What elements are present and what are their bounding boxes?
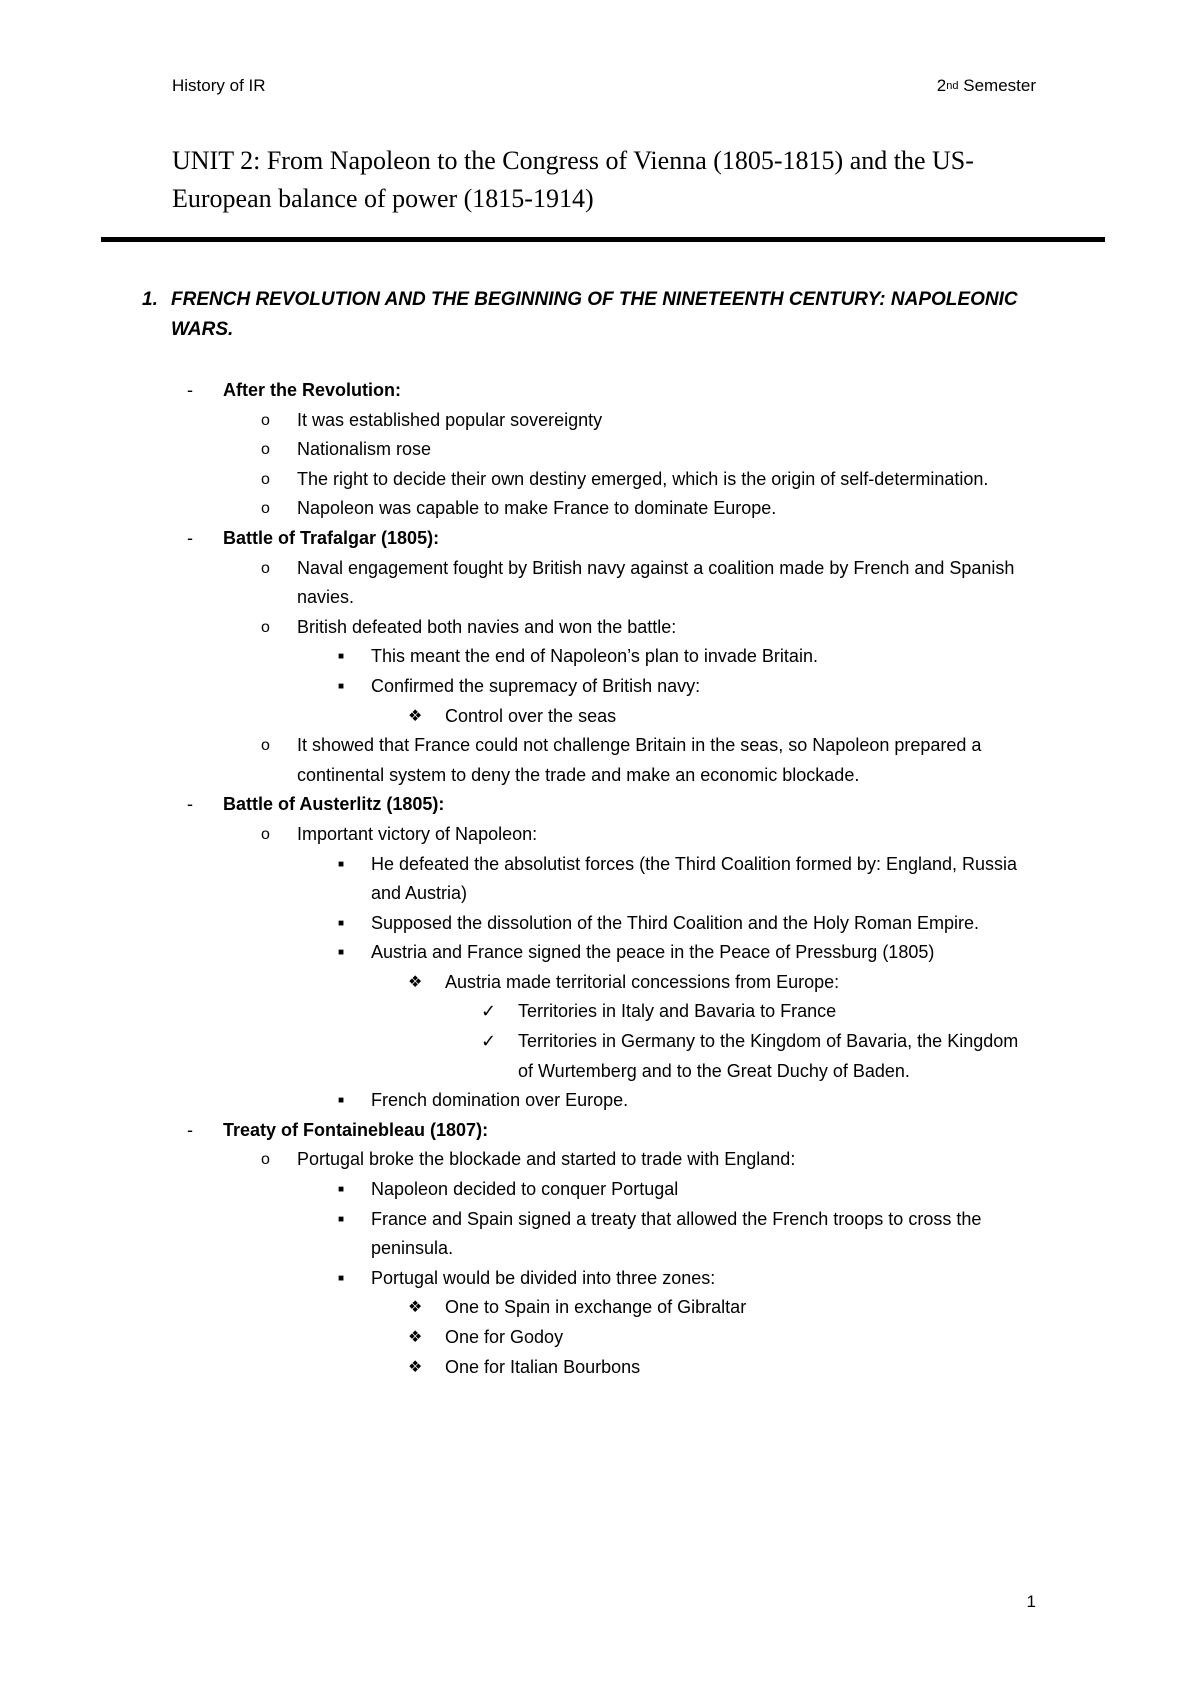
outline-item-level-1 xyxy=(0,376,1200,406)
bullet-marker: o xyxy=(261,470,270,488)
bullet-marker: ❖ xyxy=(408,973,423,991)
outline-item-level-1 xyxy=(0,524,1200,554)
outline-item-text: British defeated both navies and won the battle: xyxy=(297,616,677,637)
running-header xyxy=(172,74,1036,98)
bullet-marker: ✓ xyxy=(481,1001,497,1022)
bullet-marker: ■ xyxy=(338,917,345,929)
outline-item-level-4 xyxy=(0,702,1200,732)
outline-item-text: It showed that France could not challenge Britain in the seas, so Napoleon prepared a continental system to deny the trade and make an economic blockade. xyxy=(297,735,982,785)
bullet-marker: o xyxy=(261,441,270,459)
outline-item-text: One for Godoy xyxy=(445,1327,564,1347)
bullet-marker: o xyxy=(261,559,270,577)
bullet-marker: - xyxy=(187,380,193,400)
bullet-marker: ■ xyxy=(338,1272,345,1284)
outline-item-level-3 xyxy=(0,1086,1200,1116)
bullet-marker: o xyxy=(261,825,270,843)
outline-item-text: It was established popular sovereignty xyxy=(297,409,603,430)
semester-label: Semester xyxy=(958,76,1036,95)
page-number: 1 xyxy=(1026,1592,1036,1611)
outline-item-text: Control over the seas xyxy=(445,705,617,726)
outline-item-text: France and Spain signed a treaty that allowed the French troops to cross the peninsula. xyxy=(371,1208,982,1259)
bullet-marker: ❖ xyxy=(408,1358,423,1376)
bullet-marker: o xyxy=(261,411,270,429)
bullet-marker: ■ xyxy=(338,1213,345,1225)
section-title: FRENCH REVOLUTION AND THE BEGINNING OF THE NINETEENTH CENTURY: NAPOLEONIC WARS. xyxy=(171,289,1018,340)
outline-item-text: French domination over Europe. xyxy=(371,1090,629,1111)
title-divider xyxy=(101,237,1105,242)
outline-item-text: Confirmed the supremacy of British navy: xyxy=(371,675,701,696)
outline-item-text: This meant the end of Napoleon’s plan to invade Britain. xyxy=(371,646,818,667)
bullet-marker: - xyxy=(187,527,193,548)
bullet-marker: ❖ xyxy=(408,1329,423,1346)
outline-item-level-2 xyxy=(0,613,1200,643)
outline-item-level-4 xyxy=(0,1353,1200,1383)
outline-item-level-3 xyxy=(0,642,1200,672)
outline-item-text: He defeated the absolutist forces (the Third Coalition formed by: England, Russia and Austria) xyxy=(371,853,1018,904)
outline-item-text: Treaty of Fontainebleau (1807): xyxy=(223,1119,489,1140)
header-semester xyxy=(937,74,1036,100)
outline-item-level-2 xyxy=(0,731,1200,790)
outline-item-text: Nationalism rose xyxy=(297,439,432,460)
outline-item-level-2 xyxy=(0,435,1200,465)
outline-item-level-3 xyxy=(0,938,1200,968)
outline-item-level-3 xyxy=(0,672,1200,702)
bullet-marker: ✓ xyxy=(481,1031,497,1052)
outline-item-level-2 xyxy=(0,465,1200,495)
section-number: 1. xyxy=(142,289,158,310)
bullet-marker: o xyxy=(261,618,270,636)
outline-item-level-3 xyxy=(0,1205,1200,1264)
outline-item-text: Austria and France signed the peace in the Peace of Pressburg (1805) xyxy=(371,942,935,963)
outline-item-text: After the Revolution: xyxy=(223,380,401,400)
outline-item-text: Naval engagement fought by British navy against a coalition made by French and Spanish navies. xyxy=(297,557,1015,608)
outline-item-text: The right to decide their own destiny emerged, which is the origin of self-determination. xyxy=(297,468,989,489)
outline-item-level-5 xyxy=(0,997,1200,1027)
bullet-marker: - xyxy=(187,1119,193,1140)
outline-item-level-1 xyxy=(0,790,1200,820)
bullet-marker: ■ xyxy=(338,1184,345,1196)
outline-item-level-2 xyxy=(0,554,1200,613)
outline-item-level-2 xyxy=(0,494,1200,524)
bullet-marker: ❖ xyxy=(408,1299,423,1317)
semester-ordinal-suffix: nd xyxy=(946,80,959,92)
header-course-title: History of IR xyxy=(172,76,266,95)
outline-item-text: Battle of Trafalgar (1805): xyxy=(223,527,440,548)
outline-item-level-3 xyxy=(0,850,1200,909)
outline-item-text: Territories in Germany to the Kingdom of Bavaria, the Kingdom of Wurtemberg and to the Great Duchy of Baden. xyxy=(518,1031,1019,1081)
outline-item-text: Battle of Austerlitz (1805): xyxy=(223,794,445,815)
outline-item-text: One to Spain in exchange of Gibraltar xyxy=(445,1297,747,1318)
semester-number: 2 xyxy=(936,76,947,95)
bullet-marker: ■ xyxy=(338,858,345,870)
outline-item-level-2 xyxy=(0,406,1200,436)
outline-item-level-4 xyxy=(0,968,1200,998)
outline-item-text: Territories in Italy and Bavaria to France xyxy=(518,1001,837,1022)
outline-item-level-5 xyxy=(0,1027,1200,1086)
outline-item-text: One for Italian Bourbons xyxy=(445,1356,641,1377)
bullet-marker: ■ xyxy=(338,651,345,663)
bullet-marker: ■ xyxy=(338,1095,345,1107)
outline-item-text: Napoleon decided to conquer Portugal xyxy=(371,1179,679,1200)
outline-item-level-4 xyxy=(0,1323,1200,1353)
outline-item-text: Important victory of Napoleon: xyxy=(297,823,538,844)
outline-item-level-3 xyxy=(0,1175,1200,1205)
outline-item-text: Austria made territorial concessions from Europe: xyxy=(445,971,840,992)
bullet-marker: - xyxy=(187,794,193,815)
outline-list xyxy=(0,376,1200,1382)
outline-item-text: Supposed the dissolution of the Third Coalition and the Holy Roman Empire. xyxy=(371,912,980,933)
bullet-marker: ❖ xyxy=(408,707,423,725)
bullet-marker: ■ xyxy=(338,680,345,692)
bullet-marker: o xyxy=(261,1151,270,1169)
outline-item-level-1 xyxy=(0,1116,1200,1146)
outline-item-level-2 xyxy=(0,1145,1200,1175)
bullet-marker: o xyxy=(261,500,270,518)
outline-item-level-2 xyxy=(0,820,1200,850)
outline-item-text: Napoleon was capable to make France to dominate Europe. xyxy=(297,498,777,519)
bullet-marker: o xyxy=(261,737,270,755)
outline-item-text: Portugal broke the blockade and started to trade with England: xyxy=(297,1149,796,1170)
bullet-marker: ■ xyxy=(338,947,345,959)
outline-item-level-3 xyxy=(0,909,1200,939)
outline-item-text: Portugal would be divided into three zones: xyxy=(371,1267,716,1288)
outline-item-level-3 xyxy=(0,1264,1200,1294)
outline-item-level-4 xyxy=(0,1293,1200,1323)
unit-title: UNIT 2: From Napoleon to the Congress of Vienna (1805-1815) and the US-European balance of power (1815-1914) xyxy=(172,146,974,213)
